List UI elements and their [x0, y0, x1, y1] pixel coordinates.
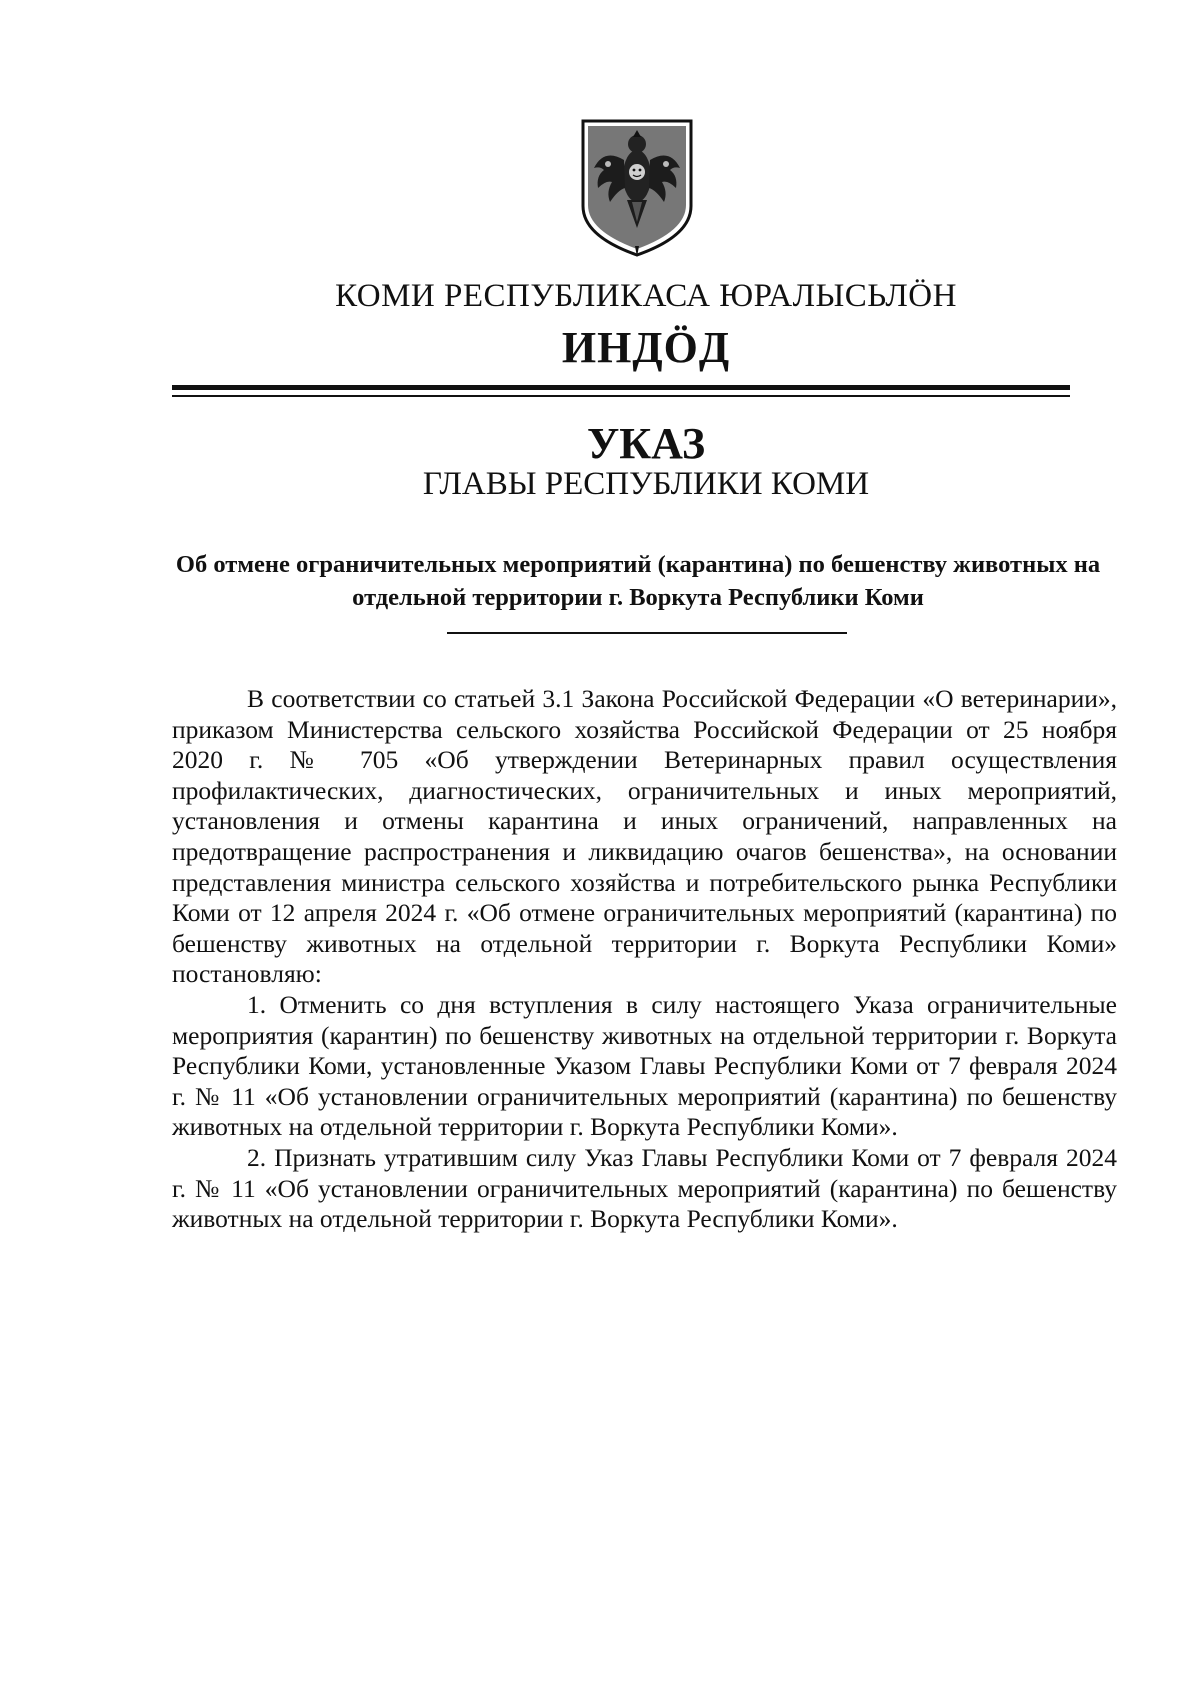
decree-title: Об отмене ограничительных мероприятий (карантина) по бешенству животных на отдельной территории г. Воркута Республики Коми	[175, 551, 1101, 611]
document-type-title: УКАЗ	[586, 419, 706, 468]
decree-item-1: 1. Отменить со дня вступления в силу настоящего Указа ограничительные мероприятия (карантин) по бешенству животных на отдельной территории г. Воркута Республики Коми, установленные Указом Главы Республики Коми от 7 февраля 2024 г. № 11 «Об установлении ограничительных мероприятий (карантина) по бешенству животных на отдельной территории г. Воркута Республики Коми».	[172, 989, 1117, 1142]
decree-body	[172, 684, 1117, 1235]
title-underline	[447, 632, 847, 634]
header-divider-thick	[172, 385, 1070, 390]
decree-item-2: 2. Признать утратившим силу Указ Главы Республики Коми от 7 февраля 2024 г. № 11 «Об установлении ограничительных мероприятий (карантина) по бешенству животных на отдельной территории г. Воркута Республики Коми».	[172, 1142, 1117, 1234]
issuer-title: ГЛАВЫ РЕСПУБЛИКИ КОМИ	[422, 466, 870, 502]
preamble-paragraph: В соответствии со статьей 3.1 Закона Российской Федерации «О ветеринарии», приказом Министерства сельского хозяйства Российской Федерации от 25 ноября 2020 г. № 705 «Об утверждении Ветеринарных правил осуществления профилактических, диагностических, ограничительных и иных мероприятий, установления и отмены карантина и иных ограничений, направленных на предотвращение распространения и ликвидацию очагов бешенства», на основании представления министра сельского хозяйства и потребительского рынка Республики Коми от 12 апреля 2024 г. «Об отмене ограничительных мероприятий (карантина) по бешенству животных на отдельной территории г. Воркута Республики Коми» постановляю:	[172, 684, 1117, 989]
coat-of-arms-komi-icon	[580, 118, 694, 258]
komi-header-line: КОМИ РЕСПУБЛИКАСА ЮРАЛЫСЬЛӦН	[335, 278, 957, 314]
komi-document-type: ИНДӦД	[561, 323, 731, 372]
header-divider-thin	[172, 395, 1070, 397]
